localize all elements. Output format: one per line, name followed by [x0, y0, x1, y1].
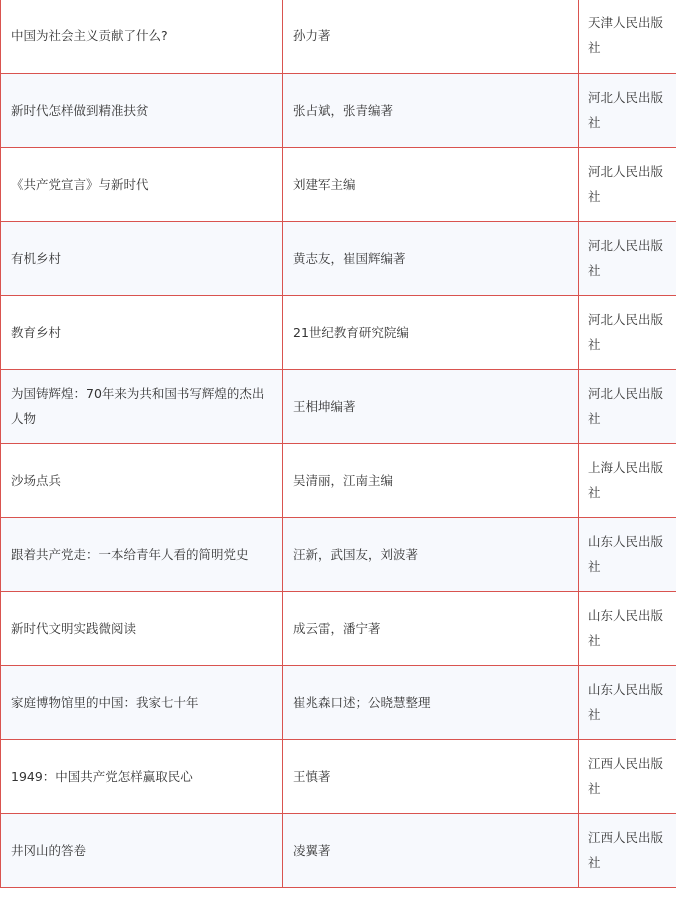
book-author: 黄志友，崔国辉编著	[293, 250, 406, 266]
book-publisher: 河北人民出版社	[588, 311, 664, 352]
book-author: 凌翼著	[293, 842, 331, 858]
table-row	[1, 665, 676, 739]
book-author-cell	[283, 443, 579, 517]
book-publisher-cell	[579, 517, 676, 591]
book-author: 吴清丽，江南主编	[293, 472, 394, 488]
book-title-cell	[1, 665, 283, 739]
book-title-cell	[1, 369, 283, 443]
table-row	[1, 295, 676, 369]
book-list-body	[1, 0, 676, 887]
book-publisher: 河北人民出版社	[588, 385, 664, 426]
table-row	[1, 443, 676, 517]
book-author-cell	[283, 0, 579, 73]
book-publisher-cell	[579, 665, 676, 739]
book-publisher: 江西人民出版社	[588, 755, 664, 796]
book-publisher: 上海人民出版社	[588, 459, 664, 500]
book-publisher: 山东人民出版社	[588, 607, 664, 648]
book-publisher-cell	[579, 0, 676, 73]
book-title-cell	[1, 813, 283, 887]
book-author-cell	[283, 517, 579, 591]
table-row	[1, 739, 676, 813]
book-publisher-cell	[579, 221, 676, 295]
book-title: 家庭博物馆里的中国：我家七十年	[11, 694, 199, 710]
book-title: 教育乡村	[11, 324, 62, 340]
table-row	[1, 221, 676, 295]
book-author: 王慎著	[293, 768, 331, 784]
book-title: 沙场点兵	[11, 472, 62, 488]
book-author: 孙力著	[293, 28, 331, 44]
book-publisher: 山东人民出版社	[588, 533, 664, 574]
book-publisher-cell	[579, 295, 676, 369]
book-author: 刘建军主编	[293, 176, 356, 192]
book-author: 张占斌，张青编著	[293, 102, 394, 118]
table-row	[1, 591, 676, 665]
book-author-cell	[283, 147, 579, 221]
book-title: 《共产党宣言》与新时代	[11, 176, 149, 192]
table-row	[1, 813, 676, 887]
book-publisher-cell	[579, 73, 676, 147]
book-title: 中国为社会主义贡献了什么?	[11, 28, 168, 44]
book-author: 21世纪教育研究院编	[293, 324, 409, 340]
book-author: 汪新，武国友，刘波著	[293, 546, 419, 562]
book-publisher: 江西人民出版社	[588, 829, 664, 870]
book-author-cell	[283, 369, 579, 443]
book-title: 1949：中国共产党怎样赢取民心	[11, 768, 193, 784]
book-publisher-cell	[579, 813, 676, 887]
book-title: 跟着共产党走：一本给青年人看的简明党史	[11, 546, 249, 562]
book-publisher-cell	[579, 591, 676, 665]
book-publisher-cell	[579, 739, 676, 813]
book-title: 为国铸辉煌：70年来为共和国书写辉煌的杰出人物	[11, 386, 265, 426]
book-publisher: 河北人民出版社	[588, 237, 664, 278]
book-author-cell	[283, 295, 579, 369]
book-title: 井冈山的答卷	[11, 842, 87, 858]
book-title: 有机乡村	[11, 250, 62, 266]
book-author-cell	[283, 665, 579, 739]
book-author: 崔兆森口述；公晓慧整理	[293, 694, 431, 710]
book-title-cell	[1, 73, 283, 147]
book-author-cell	[283, 591, 579, 665]
book-title-cell	[1, 147, 283, 221]
book-author-cell	[283, 221, 579, 295]
book-title-cell	[1, 739, 283, 813]
book-title-cell	[1, 0, 283, 73]
table-row	[1, 369, 676, 443]
book-publisher: 山东人民出版社	[588, 681, 664, 722]
table-row	[1, 0, 676, 73]
book-publisher: 天津人民出版社	[588, 15, 664, 55]
book-author: 王相坤编著	[293, 398, 356, 414]
book-publisher: 河北人民出版社	[588, 163, 664, 204]
book-title-cell	[1, 517, 283, 591]
table-row	[1, 73, 676, 147]
book-title: 新时代文明实践微阅读	[11, 620, 137, 636]
book-author-cell	[283, 813, 579, 887]
table-row	[1, 517, 676, 591]
book-title-cell	[1, 221, 283, 295]
book-author-cell	[283, 739, 579, 813]
book-publisher-cell	[579, 147, 676, 221]
table-row	[1, 147, 676, 221]
book-author: 成云雷，潘宁著	[293, 620, 381, 636]
book-publisher: 河北人民出版社	[588, 89, 664, 130]
book-author-cell	[283, 73, 579, 147]
book-title: 新时代怎样做到精准扶贫	[11, 102, 149, 118]
book-publisher-cell	[579, 369, 676, 443]
book-title-cell	[1, 295, 283, 369]
book-title-cell	[1, 591, 283, 665]
book-title-cell	[1, 443, 283, 517]
book-publisher-cell	[579, 443, 676, 517]
